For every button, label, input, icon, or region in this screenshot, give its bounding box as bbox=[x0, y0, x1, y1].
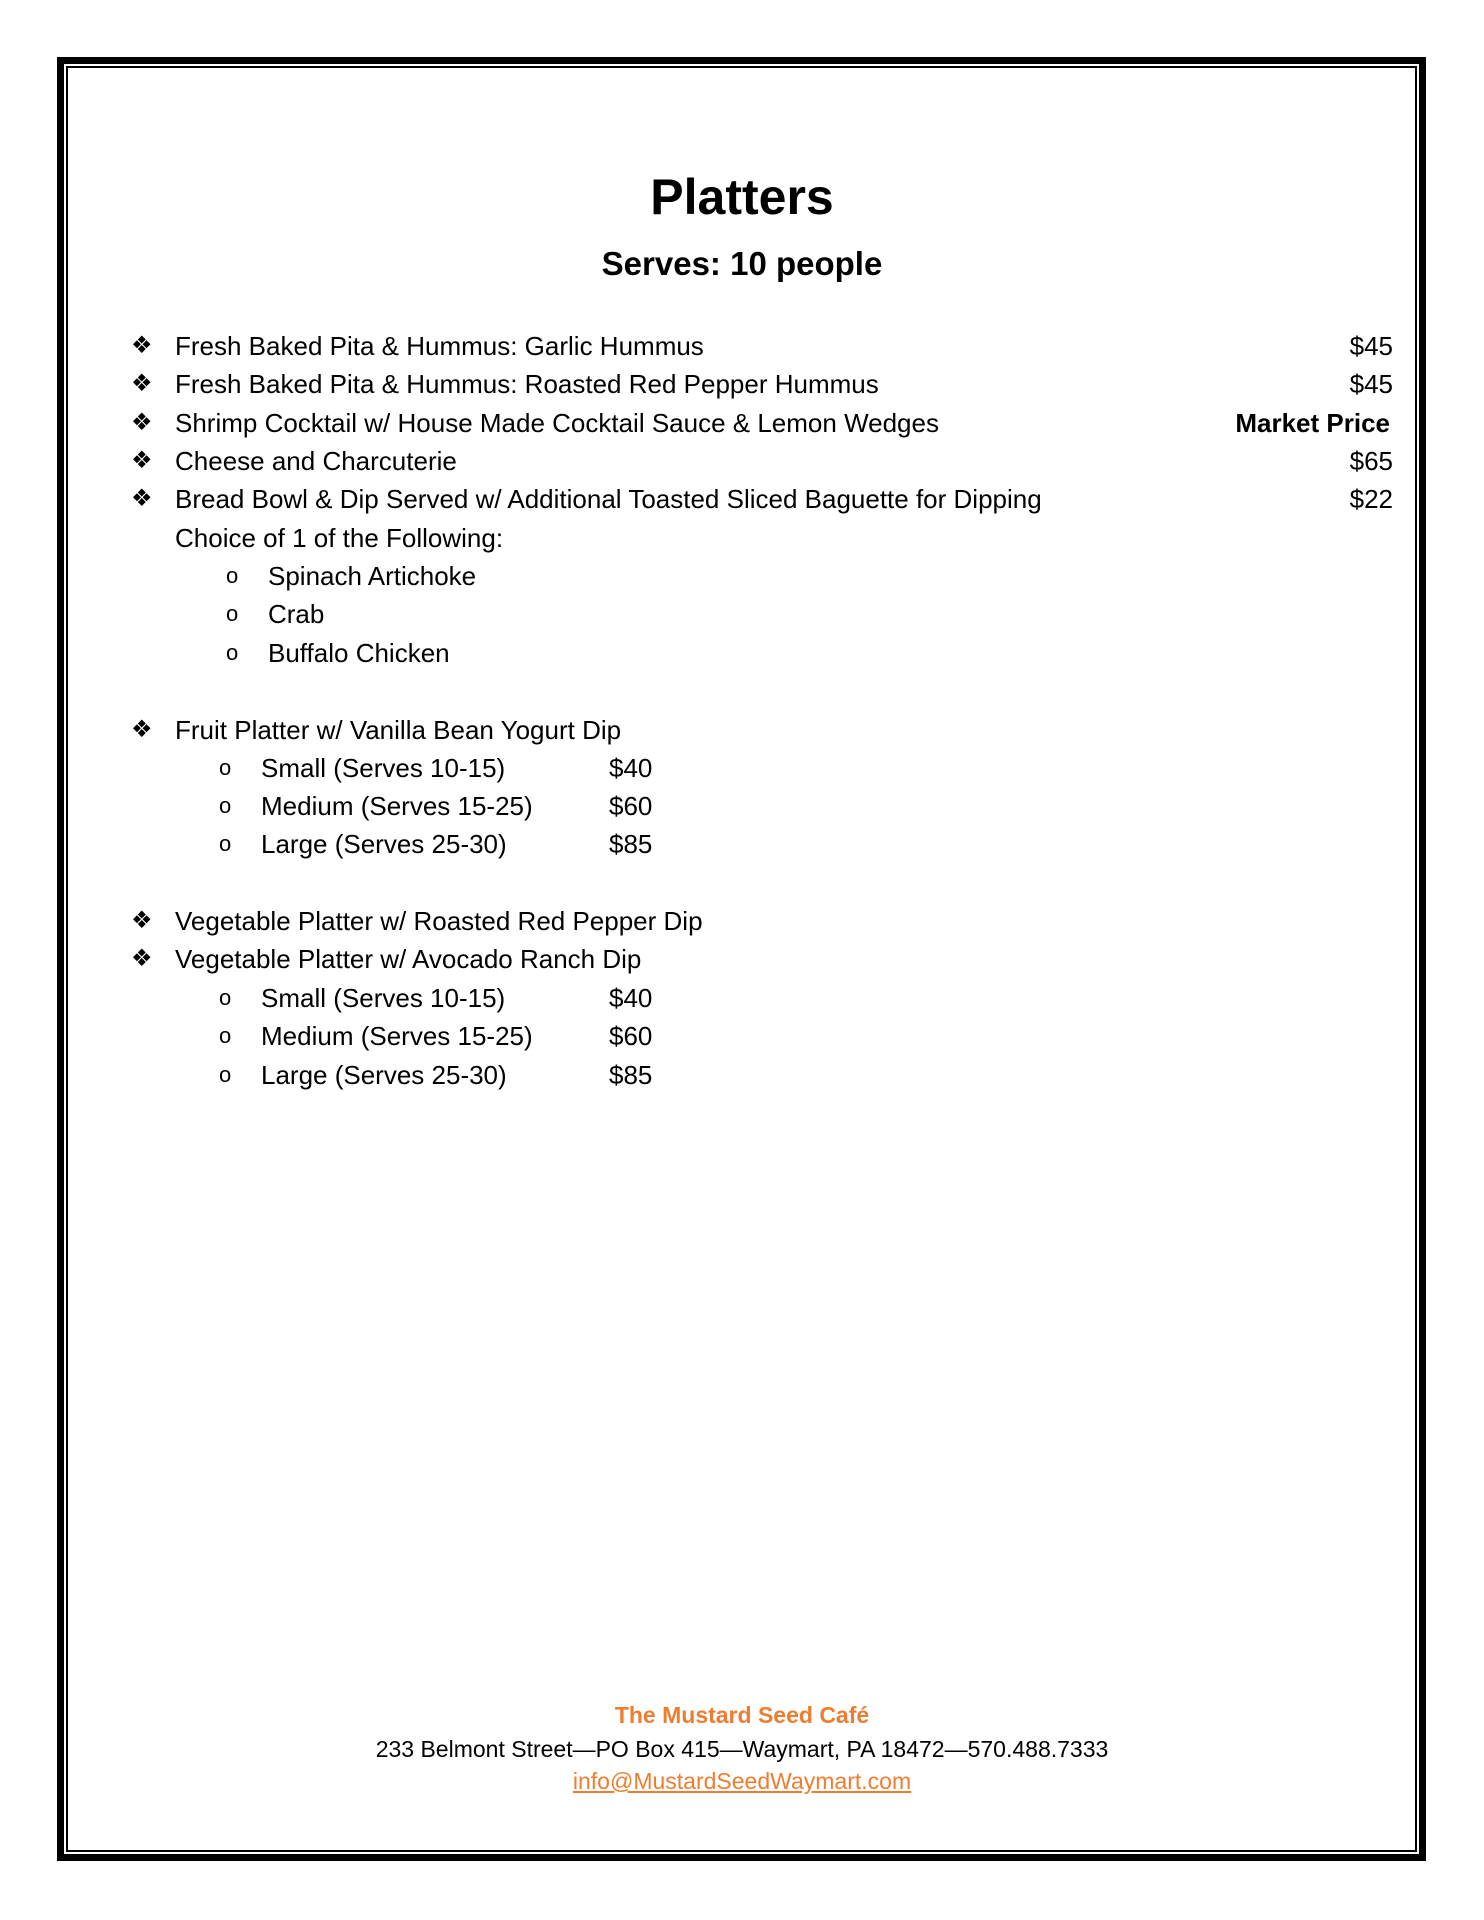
circle-bullet-icon: o bbox=[226, 601, 239, 626]
circle-bullet-icon: o bbox=[226, 640, 239, 665]
item-label: Cheese and Charcuterie bbox=[175, 446, 457, 476]
diamond-bullet-icon: ❖ bbox=[131, 370, 153, 397]
diamond-bullet-icon: ❖ bbox=[131, 485, 153, 512]
footer-business-name: The Mustard Seed Café bbox=[614, 1702, 870, 1728]
item-price: $22 bbox=[1349, 484, 1393, 514]
circle-bullet-icon: o bbox=[219, 831, 232, 856]
circle-bullet-icon: o bbox=[219, 1023, 232, 1048]
size-price: $60 bbox=[609, 791, 653, 821]
size-price: $60 bbox=[609, 1021, 653, 1051]
size-price: $40 bbox=[609, 753, 653, 783]
item-price: $65 bbox=[1349, 446, 1393, 476]
diamond-bullet-icon: ❖ bbox=[131, 332, 153, 359]
option-label: Crab bbox=[268, 599, 325, 629]
item-label: Fruit Platter w/ Vanilla Bean Yogurt Dip bbox=[175, 715, 622, 745]
size-label: Small (Serves 10-15) bbox=[261, 753, 506, 783]
size-label: Medium (Serves 15-25) bbox=[261, 1021, 533, 1051]
diamond-bullet-icon: ❖ bbox=[131, 409, 153, 436]
choice-label: Choice of 1 of the Following: bbox=[175, 523, 504, 553]
size-price: $85 bbox=[609, 1060, 653, 1090]
item-label: Vegetable Platter w/ Roasted Red Pepper Dip bbox=[175, 906, 703, 936]
size-price: $40 bbox=[609, 983, 653, 1013]
size-label: Medium (Serves 15-25) bbox=[261, 791, 533, 821]
item-label: Fresh Baked Pita & Hummus: Garlic Hummus bbox=[175, 331, 704, 361]
page-subtitle: Serves: 10 people bbox=[601, 245, 883, 282]
item-price: $45 bbox=[1349, 369, 1393, 399]
diamond-bullet-icon: ❖ bbox=[131, 716, 153, 743]
item-label: Vegetable Platter w/ Avocado Ranch Dip bbox=[175, 944, 642, 974]
circle-bullet-icon: o bbox=[219, 793, 232, 818]
footer-address: 233 Belmont Street—PO Box 415—Waymart, PA 18472—570.488.7333 bbox=[375, 1736, 1109, 1762]
circle-bullet-icon: o bbox=[226, 563, 239, 588]
circle-bullet-icon: o bbox=[219, 755, 232, 780]
item-label: Bread Bowl & Dip Served w/ Additional Toasted Sliced Baguette for Dipping bbox=[175, 484, 1042, 514]
footer-email-link[interactable]: info@MustardSeedWaymart.com bbox=[572, 1768, 912, 1794]
option-label: Spinach Artichoke bbox=[268, 561, 477, 591]
item-label: Shrimp Cocktail w/ House Made Cocktail Sauce & Lemon Wedges bbox=[175, 408, 939, 438]
diamond-bullet-icon: ❖ bbox=[131, 907, 153, 934]
item-price: $45 bbox=[1349, 331, 1393, 361]
size-label: Large (Serves 25-30) bbox=[261, 1060, 507, 1090]
circle-bullet-icon: o bbox=[219, 1062, 232, 1087]
size-price: $85 bbox=[609, 829, 653, 859]
circle-bullet-icon: o bbox=[219, 985, 232, 1010]
item-label: Fresh Baked Pita & Hummus: Roasted Red Pepper Hummus bbox=[175, 369, 879, 399]
page-title: Platters bbox=[650, 169, 834, 225]
diamond-bullet-icon: ❖ bbox=[131, 945, 153, 972]
option-label: Buffalo Chicken bbox=[268, 638, 450, 668]
size-label: Large (Serves 25-30) bbox=[261, 829, 507, 859]
size-label: Small (Serves 10-15) bbox=[261, 983, 506, 1013]
item-price: Market Price bbox=[1235, 408, 1390, 438]
diamond-bullet-icon: ❖ bbox=[131, 447, 153, 474]
